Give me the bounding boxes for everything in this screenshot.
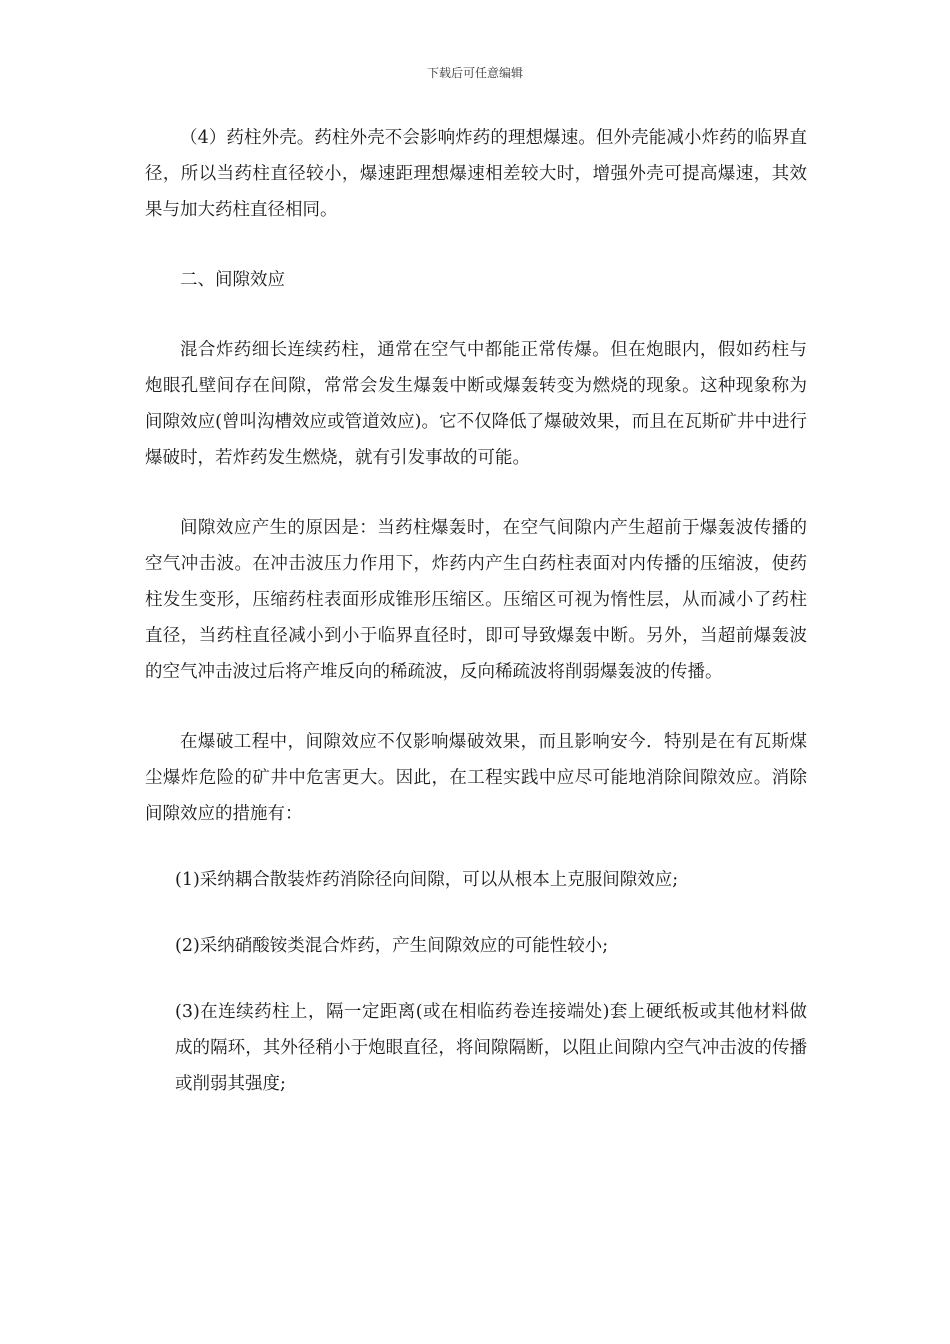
paragraph-shell: （4）药柱外壳。药柱外壳不会影响炸药的理想爆速。但外壳能减小炸药的临界直径，所以当药柱直径较小，爆速距理想爆速相差较大时，增强外壳可提高爆速，其效果与加大药柱直径相同。 (145, 128, 807, 220)
paragraph-gap-effect: 混合炸药细长连续药柱，通常在空气中都能正常传爆。但在炮眼内，假如药柱与炮眼孔壁间存在间隙，常常会发生爆轰中断或爆轰转变为燃烧的现象。这种现象称为间隙效应(曾叫沟槽效应或管道效应)。它不仅降低了爆破效果，而且在瓦斯矿井中进行爆破时，若炸药发生燃烧，就有引发事故的可能。 (145, 340, 807, 468)
page-header: 下载后可任意编辑 (426, 66, 523, 80)
list-item-1: (1)采纳耦合散装炸药消除径向间隙，可以从根本上克服间隙效应; (175, 870, 679, 890)
list-item-2: (2)采纳硝酸铵类混合炸药，产生间隙效应的可能性较小; (175, 936, 609, 956)
list-item-3: (3)在连续药柱上，隔一定距离(或在相临药卷连接端处)套上硬纸板或其他材料做成的隔环，其外径稍小于炮眼直径，将间隙隔断，以阻止间隙内空气冲击波的传播或削弱其强度; (175, 1002, 807, 1094)
section-heading: 二、间隙效应 (180, 270, 285, 290)
paragraph-cause: 间隙效应产生的原因是：当药柱爆轰时，在空气间隙内产生超前于爆轰波传播的空气冲击波。在冲击波压力作用下，炸药内产生白药柱表面对内传播的压缩波，使药柱发生变形，压缩药柱表面形成锥形压缩区。压缩区可视为惰性层，从而减小了药柱直径，当药柱直径减小到小于临界直径时，即可导致爆轰中断。另外，当超前爆轰波的空气冲击波过后将产堆反向的稀疏波，反向稀疏波将削弱爆轰波的传播。 (145, 518, 807, 682)
paragraph-measures: 在爆破工程中，间隙效应不仅影响爆破效果，而且影响安今．特别是在有瓦斯煤尘爆炸危险的矿井中危害更大。因此，在工程实践中应尽可能地消除间隙效应。消除间隙效应的措施有： (145, 732, 807, 824)
document-body (145, 120, 807, 1102)
